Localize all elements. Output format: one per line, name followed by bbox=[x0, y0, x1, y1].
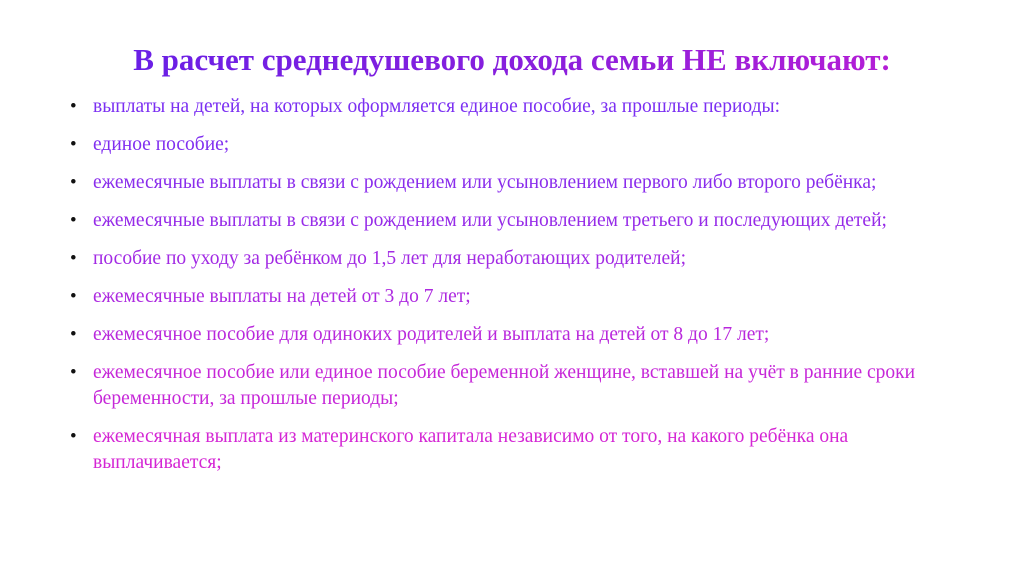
bullet-text: ежемесячная выплата из материнского капитала независимо от того, на какого ребёнка она выплачивается; bbox=[93, 426, 849, 473]
bullet-item bbox=[70, 284, 970, 310]
bullet-text: выплаты на детей, на которых оформляется единое пособие, за прошлые периоды: bbox=[93, 96, 781, 117]
bullet-item bbox=[70, 322, 970, 348]
bullet-item bbox=[70, 170, 970, 196]
bullet-item bbox=[70, 94, 970, 120]
bullet-dot-icon: • bbox=[70, 172, 77, 193]
bullet-dot-icon: • bbox=[70, 324, 77, 345]
slide-title-text: В расчет среднедушевого дохода семьи НЕ включают: bbox=[133, 42, 891, 77]
bullet-dot-icon: • bbox=[70, 286, 77, 307]
bullet-text: пособие по уходу за ребёнком до 1,5 лет для неработающих родителей; bbox=[93, 248, 686, 269]
bullet-text: ежемесячные выплаты в связи с рождением или усыновлением первого либо второго ребёнка; bbox=[93, 172, 877, 193]
bullet-item bbox=[70, 132, 970, 158]
bullet-text: ежемесячное пособие или единое пособие беременной женщине, вставшей на учёт в ранние сроки беременности, за прошлые периоды; bbox=[93, 362, 916, 409]
bullet-item bbox=[70, 208, 970, 234]
bullet-dot-icon: • bbox=[70, 210, 77, 231]
bullet-item bbox=[70, 246, 970, 272]
bullet-dot-icon: • bbox=[70, 134, 77, 155]
bullet-item bbox=[70, 424, 970, 476]
bullet-text: ежемесячные выплаты на детей от 3 до 7 лет; bbox=[93, 286, 471, 307]
slide-title bbox=[0, 40, 1024, 80]
bullet-list bbox=[70, 94, 970, 488]
bullet-text: единое пособие; bbox=[93, 134, 230, 155]
bullet-dot-icon: • bbox=[70, 96, 77, 117]
bullet-text: ежемесячные выплаты в связи с рождением или усыновлением третьего и последующих детей; bbox=[93, 210, 887, 231]
bullet-text: ежемесячное пособие для одиноких родителей и выплата на детей от 8 до 17 лет; bbox=[93, 324, 770, 345]
bullet-dot-icon: • bbox=[70, 362, 77, 383]
bullet-dot-icon: • bbox=[70, 248, 77, 269]
bullet-dot-icon: • bbox=[70, 426, 77, 447]
bullet-item bbox=[70, 360, 970, 412]
